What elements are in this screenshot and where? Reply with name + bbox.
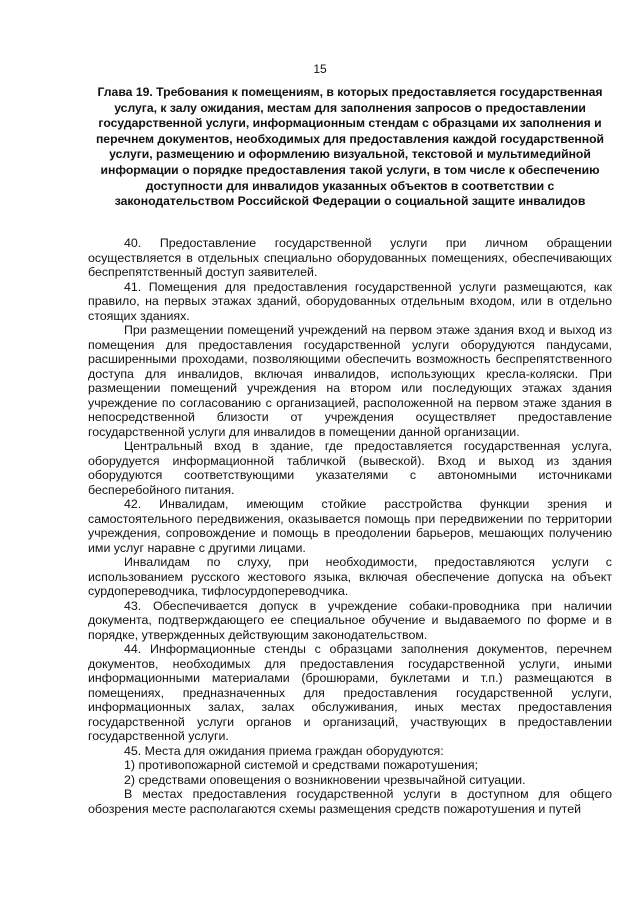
paragraph-41-entrance: Центральный вход в здание, где предоставляется государственная услуга, оборудуется информационной табличкой (вывеской). Вход и выход из здания оборудуются соответствующими указателями с автономными источниками бесперебойного питания.	[88, 439, 612, 497]
body-text	[88, 236, 612, 816]
paragraph-41-placement: При размещении помещений учреждений на первом этаже здания вход и выход из помещения для предоставления государственной услуги оборудуются пандусами, расширенными проходами, позволяющими обеспечить возможность беспрепятственного доступа для инвалидов, включая инвалидов, использующих кресла-коляски. При размещении помещений учреждения на втором или последующих этажах здания учреждение по согласованию с организацией, расположенной на первом этаже здания в непосредственной близости от учреждения осуществляет предоставление государственной услуги для инвалидов в помещении данной организации.	[88, 323, 612, 439]
paragraph-42: 42. Инвалидам, имеющим стойкие расстройства функции зрения и самостоятельного передвижения, оказывается помощь при передвижении по территории учреждения, сопровождение и помощь в преодолении барьеров, мешающих получению ими услуг наравне с другими лицами.	[88, 497, 612, 555]
list-item-1: 1) противопожарной системой и средствами пожаротушения;	[124, 758, 479, 772]
paragraph-45-schemes: В местах предоставления государственной услуги в доступном для общего обозрения месте располагаются схемы размещения средств пожаротушения и путей	[88, 787, 612, 816]
paragraph-42-hearing: Инвалидам по слуху, при необходимости, предоставляются услуги с использованием русского жестового языка, включая обеспечение допуска на объект сурдопереводчика, тифлосурдопереводчика.	[88, 555, 612, 598]
paragraph-45: 45. Места для ожидания приема граждан оборудуются:	[124, 743, 444, 758]
paragraph-40: 40. Предоставление государственной услуги при личном обращении осуществляется в отдельных специально оборудованных помещениях, обеспечивающих беспрепятственный доступ заявителей.	[88, 236, 612, 279]
list-item-2: 2) средствами оповещения о возникновении чрезвычайной ситуации.	[124, 772, 526, 787]
chapter-title: Глава 19. Требования к помещениям, в которых предоставляется государственная услуга, к залу ожидания, местам для заполнения запросов о предоставлении государственной услуги, информационным стендам с образцами их заполнения и перечнем документов, необходимых для предоставления каждой государственной услуги, размещению и оформлению визуальной, текстовой и мультимедийной информации о порядке предоставления такой услуги, в том числе к обеспечению доступности для инвалидов указанных объектов в соответствии с законодательством Российской Федерации о социальной защите инвалидов	[95, 85, 605, 209]
paragraph-43: 43. Обеспечивается допуск в учреждение собаки-проводника при наличии документа, подтверждающего ее специальное обучение и выдаваемого по форме и в порядке, утвержденных действующим законодательством.	[88, 598, 612, 642]
paragraph-41: 41. Помещения для предоставления государственной услуги размещаются, как правило, на первых этажах зданий, оборудованных отдельным входом, или в отдельно стоящих зданиях.	[88, 279, 612, 323]
paragraph-44: 44. Информационные стенды с образцами заполнения документов, перечнем документов, необходимых для предоставления государственной услуги, иными информационными материалами (брошюрами, буклетами и т.п.) размещаются в помещениях, предназначенных для предоставления государственной услуги, информационных залах, залах обслуживания, иных местах предоставления государственной услуги органов и организаций, участвующих в предоставлении государственной услуги.	[88, 642, 612, 743]
page-number: 15	[313, 62, 327, 76]
